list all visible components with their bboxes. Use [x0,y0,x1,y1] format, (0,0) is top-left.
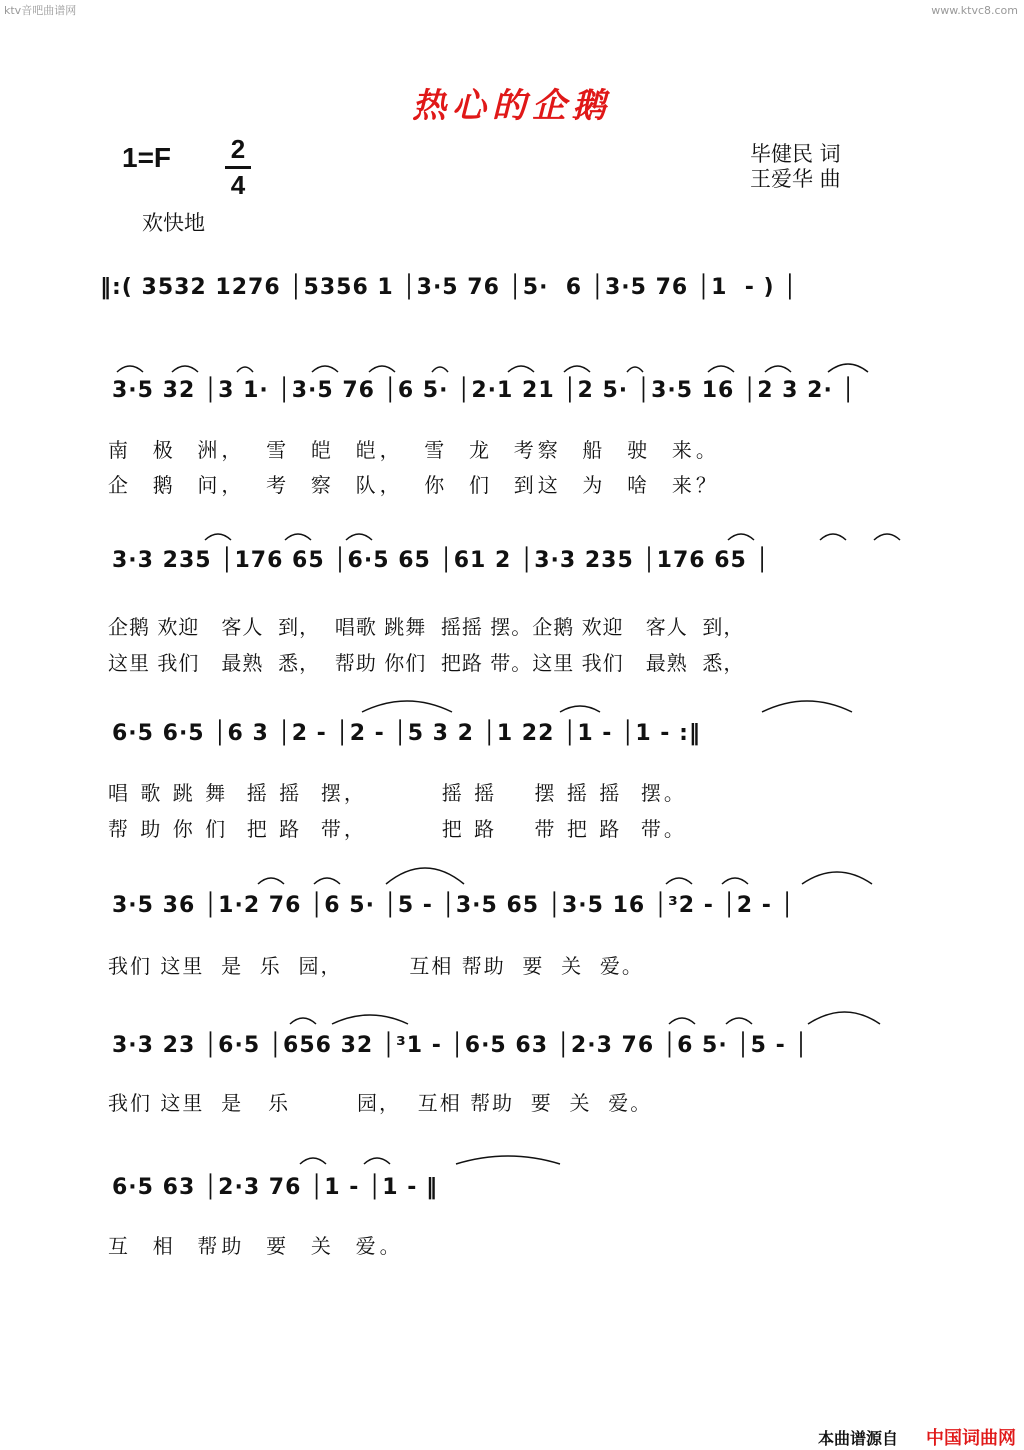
time-signature-bottom: 4 [230,170,246,200]
lyric-row-2-verse-1: 南 极 洲， 雪 皑 皑， 雪 龙 考察 船 驶 来。 [108,438,720,462]
watermark-left: ktv音吧曲谱网 [4,4,77,17]
notation-row-7: 6·5 63 │2·3 76 │1 - │1 - ‖ [112,1175,439,1200]
watermark-right: www.ktvc8.com [931,4,1018,17]
lyric-row-3-verse-1: 企鹅 欢迎 客人 到， 唱歌 跳舞 摇摇 摆。企鹅 欢迎 客人 到， [108,615,745,639]
footer-source-label: 本曲谱源自 [818,1429,899,1448]
notation-row-6: 3·3 23 │6·5 │656 32 │³1 - │6·5 63 │2·3 76 │6 5· │5 - │ [112,1033,809,1058]
notation-row-3: 3·3 235 │176 65 │6·5 65 │61 2 │3·3 235 │176 65 │ [112,548,770,573]
composer-credit: 王爱华 曲 [750,167,841,191]
lyric-row-3-verse-2: 这里 我们 最熟 悉， 帮助 你们 把路 带。这里 我们 最熟 悉， [108,651,745,675]
key-signature: 1=F [122,142,172,173]
time-signature-top: 2 [230,134,246,164]
tempo-marking: 欢快地 [142,211,205,235]
lyric-row-4-verse-2: 帮 助 你 们 把 路 带， 把 路 带 把 路 带。 [108,817,687,841]
notation-row-5: 3·5 36 │1·2 76 │6 5· │5 - │3·5 65 │3·5 16 │³2 - │2 - │ [112,893,795,918]
lyricist-credit: 毕健民 词 [750,142,841,166]
song-title: 热心的企鹅 [412,86,612,126]
lyric-row-5: 我们 这里 是 乐 园， 互相 帮助 要 关 爱。 [108,954,644,978]
notation-row-1: ‖:( 3532 1276 │5356 1 │3·5 76 │5· 6 │3·5 76 │1 - ) │ [100,275,798,300]
lyric-row-2-verse-2: 企 鹅 问， 考 察 队， 你 们 到这 为 啥 来？ [108,473,720,497]
lyric-row-7: 互 相 帮助 要 关 爱。 [108,1234,404,1258]
notation-row-4: 6·5 6·5 │6 3 │2 - │2 - │5 3 2 │1 22 │1 - │1 - :‖ [112,721,701,746]
footer-site-name[interactable]: 中国词曲网 [926,1428,1016,1449]
lyric-row-6: 我们 这里 是 乐 园， 互相 帮助 要 关 爱。 [108,1091,653,1115]
notation-row-2: 3·5 32 │3 1· │3·5 76 │6 5· │2·1 21 │2 5· │3·5 16 │2 3 2· │ [112,378,856,403]
lyric-row-4-verse-1: 唱 歌 跳 舞 摇 摇 摆， 摇 摇 摆 摇 摇 摆。 [108,781,687,805]
